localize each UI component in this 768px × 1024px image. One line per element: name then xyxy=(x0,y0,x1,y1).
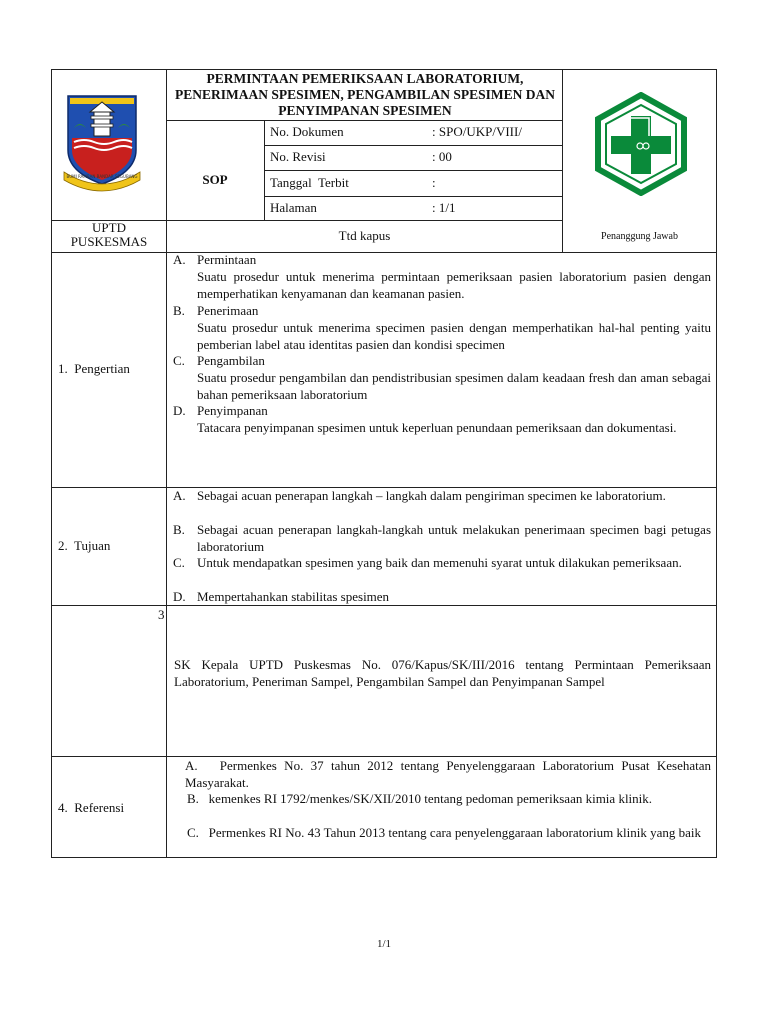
penanggung-jawab: Penanggung Jawab xyxy=(601,231,678,242)
item-letter: D. xyxy=(173,403,186,418)
pengertian-item-a xyxy=(173,252,711,302)
item-head: Penerimaan xyxy=(197,303,259,318)
puskesmas-logo xyxy=(591,92,691,196)
item-head: Permintaan xyxy=(197,252,257,267)
item-body: Suatu prosedur untuk menerima specimen pasien dengan memperhatikan hal-hal penting yaitu pemberian label atau identitas pasien dan kondisi specimen xyxy=(197,319,711,352)
item-body: Sebagai acuan penerapan langkah-langkah untuk melakukan penerimaan specimen bagi petugas laboratorium xyxy=(197,522,711,554)
item-body: Sebagai acuan penerapan langkah – langkah dalam pengiriman specimen ke laboratorium. xyxy=(197,488,666,503)
meta-no-dokumen-value: : SPO/UKP/VIII/ xyxy=(432,124,522,139)
pengertian-item-b xyxy=(173,303,711,353)
item-letter: A. xyxy=(173,252,186,267)
sop-label: SOP xyxy=(202,172,228,187)
referensi-item-b xyxy=(187,791,711,808)
item-letter: D. xyxy=(173,589,186,604)
item-letter: B. xyxy=(173,522,185,537)
ttd-kapus: Ttd kapus xyxy=(338,228,391,243)
item-letter: C. xyxy=(187,825,199,840)
tujuan-item-b xyxy=(173,522,711,556)
tujuan-item-a xyxy=(173,488,711,505)
item-body: Permenkes No. 37 tahun 2012 tentang Penyelenggaraan Laboratorium Pusat Kesehatan Masyarakat. xyxy=(185,758,712,790)
org-line-2: PUSKESMAS xyxy=(70,234,148,249)
org-line-1: UPTD xyxy=(92,220,126,235)
item-body: Untuk mendapatkan spesimen yang baik dan memenuhi syarat untuk dilakukan pemeriksaan. xyxy=(197,555,682,570)
item-body: Mempertahankan stabilitas spesimen xyxy=(197,589,390,604)
emblem-motto: BUMI RAMBAN BANDAR SEGUBANG xyxy=(66,174,138,179)
meta-no-dokumen-label: No. Dokumen xyxy=(270,124,344,139)
meta-no-revisi-value: : 00 xyxy=(432,149,452,164)
org-name xyxy=(52,221,166,249)
item-letter: C. xyxy=(173,555,185,570)
referensi-label: 4. Referensi xyxy=(58,800,125,815)
item-body: Permenkes RI No. 43 Tahun 2013 tentang cara penyelenggaraan laboratorium klinik yang baik xyxy=(208,825,702,840)
item-letter: B. xyxy=(173,303,185,318)
pengertian-label: 1. Pengertian xyxy=(58,361,130,376)
pengertian-item-d xyxy=(173,403,711,437)
tujuan-label: 2. Tujuan xyxy=(58,538,111,553)
meta-halaman-label: Halaman xyxy=(270,200,317,215)
item-head: Pengambilan xyxy=(197,353,265,368)
kebijakan-text: SK Kepala UPTD Puskesmas No. 076/Kapus/SK/III/2016 tentang Permintaan Pemeriksaan Laboratorium, Peneriman Sampel, Pengambilan Sampel dan Penyimpanan Sampel xyxy=(174,657,711,689)
item-body: Suatu prosedur pengambilan dan pendistribusian spesimen dalam keadaan fresh dan aman sebagai bahan pemeriksaan laboratorium xyxy=(197,369,711,402)
item-body: Suatu prosedur untuk menerima permintaan pemeriksaan pasien laboratorium pasien dengan memperhatikan kenyamanan dan keamanan pasien. xyxy=(197,268,711,301)
item-body: Tatacara penyimpanan spesimen untuk keperluan penundaan pemeriksaan dan dokumentasi. xyxy=(197,419,677,435)
page-number: 1/1 xyxy=(376,938,392,950)
item-body: kemenkes RI 1792/menkes/SK/XII/2010 tentang pedoman pemeriksaan kimia klinik. xyxy=(208,791,653,806)
pengertian-item-c xyxy=(173,353,711,403)
meta-no-revisi-label: No. Revisi xyxy=(270,149,326,164)
item-letter: A. xyxy=(173,488,186,503)
kebijakan-number: 3 xyxy=(158,607,165,622)
referensi-item-c xyxy=(187,825,711,842)
referensi-item-a xyxy=(185,758,711,792)
meta-halaman-value: : 1/1 xyxy=(432,200,456,215)
item-head: Penyimpanan xyxy=(197,403,268,418)
regency-emblem-logo xyxy=(60,92,144,192)
tujuan-item-d xyxy=(173,589,711,606)
meta-tanggal-terbit-value: : xyxy=(432,175,436,190)
tujuan-item-c xyxy=(173,555,711,572)
document-title: PERMINTAAN PEMERIKSAAN LABORATORIUM, PENERIMAAN SPESIMEN, PENGAMBILAN SPESIMEN DAN PENYIMPANAN SPESIMEN xyxy=(175,71,555,118)
meta-tanggal-terbit-label: Tanggal Terbit xyxy=(270,175,349,190)
item-letter: B. xyxy=(187,791,199,806)
item-letter: A. xyxy=(185,758,198,773)
item-letter: C. xyxy=(173,353,185,368)
